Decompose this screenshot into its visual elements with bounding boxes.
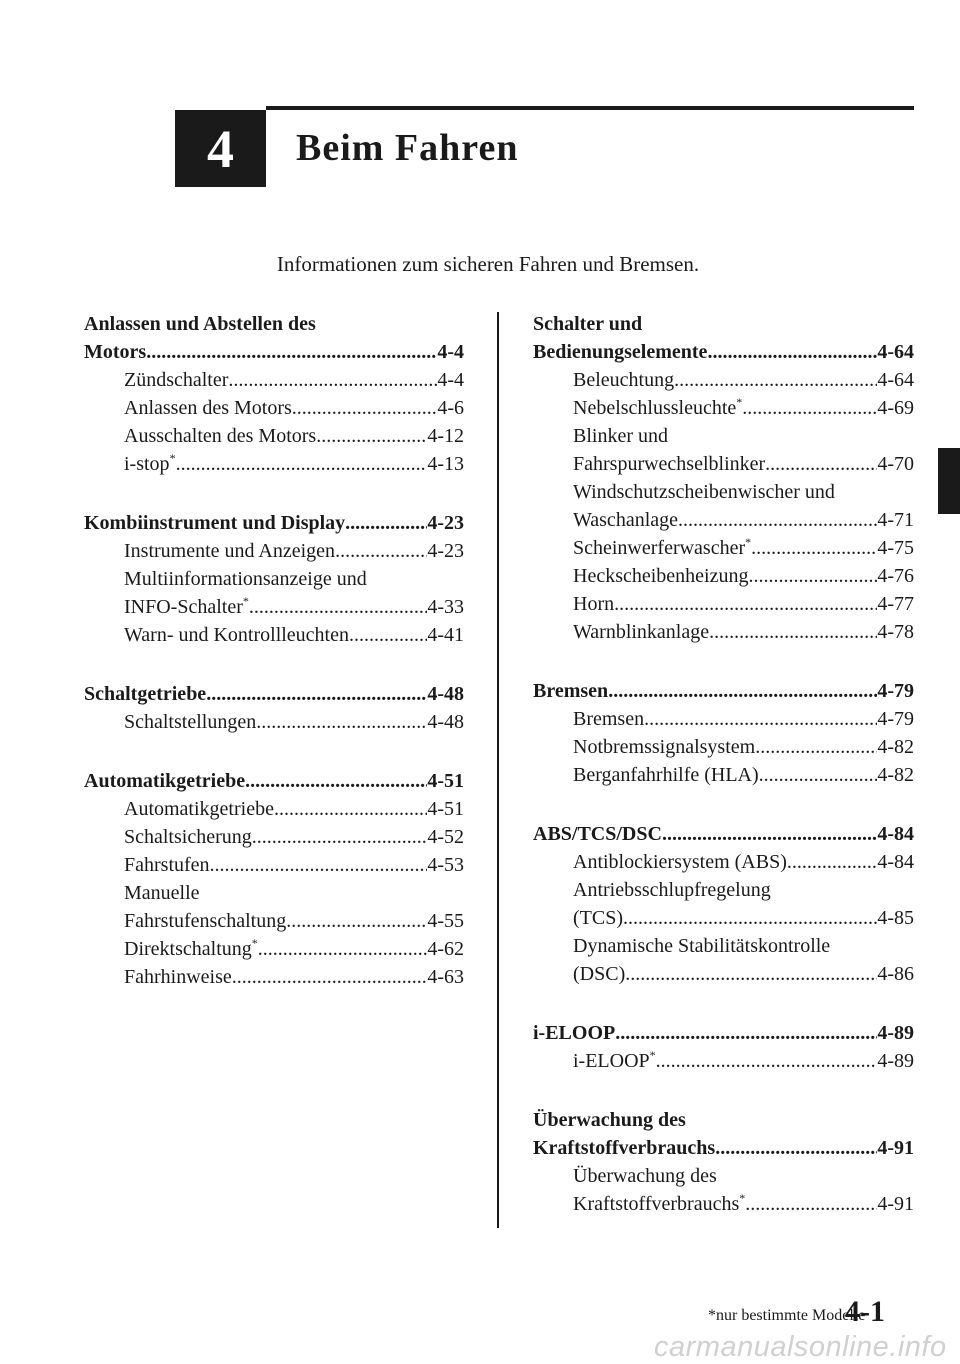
toc-page-number: 4-84 (877, 851, 914, 873)
toc-left-column (84, 310, 464, 1022)
toc-heading-text: Bremsen (533, 680, 609, 702)
toc-entry[interactable] (533, 422, 914, 478)
toc-section-heading[interactable] (84, 310, 464, 366)
leader-dots (335, 537, 427, 565)
toc-entry-text: Blinker und (573, 425, 668, 447)
toc-entry[interactable] (84, 537, 464, 565)
toc-page-number: 4-48 (427, 711, 464, 733)
toc-entry[interactable] (533, 562, 914, 590)
toc-entry-text: Fahrstufen (124, 854, 210, 876)
toc-page-number: 4-64 (877, 341, 914, 363)
toc-entry[interactable] (84, 963, 464, 991)
toc-page-number: 4-63 (427, 966, 464, 988)
leader-dots (608, 677, 877, 705)
toc-heading-text: Automatikgetriebe (84, 770, 246, 792)
toc-section (84, 767, 464, 991)
toc-entry[interactable] (84, 879, 464, 935)
toc-entry-text: Schaltstellungen (124, 711, 257, 733)
toc-entry[interactable] (84, 450, 464, 478)
toc-entry-text: Fahrspurwechselblinker (573, 453, 766, 475)
toc-entry-text: Berganfahrhilfe (HLA) (573, 764, 759, 786)
toc-entry-text: Anlassen des Motors (124, 397, 292, 419)
toc-entry-text: Manuelle (124, 882, 200, 904)
toc-section-heading[interactable] (84, 680, 464, 708)
toc-section-heading[interactable] (533, 677, 914, 705)
model-asterisk: * (242, 594, 249, 608)
toc-heading-text: i-ELOOP (533, 1022, 616, 1044)
footnote: *nur bestimmte Modelle (708, 1307, 866, 1324)
leader-dots (759, 761, 878, 789)
toc-entry-text: Überwachung des (573, 1165, 717, 1187)
toc-entry[interactable] (533, 1047, 914, 1075)
toc-entry-text: Nebelschlussleuchte (573, 397, 737, 419)
leader-dots (678, 506, 877, 534)
leader-dots (709, 618, 877, 646)
toc-page-number: 4-89 (877, 1022, 914, 1044)
model-asterisk: * (745, 535, 752, 549)
toc-entry-text: Kraftstoffverbrauchs (573, 1193, 740, 1215)
toc-entry-text: Dynamische Stabilitätskontrolle (573, 935, 831, 957)
toc-entry-text: Warn- und Kontrollleuchten (124, 624, 349, 646)
toc-page-number: 4-86 (877, 963, 914, 985)
leader-dots (787, 848, 877, 876)
leader-dots (715, 1134, 877, 1162)
leader-dots (742, 394, 877, 422)
model-asterisk: * (739, 1191, 746, 1205)
toc-entry[interactable] (533, 534, 914, 562)
chapter-title: Beim Fahren (296, 127, 519, 169)
toc-page-number: 4-23 (427, 540, 464, 562)
leader-dots (232, 963, 428, 991)
toc-right-column (533, 310, 914, 1249)
leader-dots (210, 851, 428, 879)
toc-entry[interactable] (84, 795, 464, 823)
toc-entry[interactable] (533, 1162, 914, 1218)
toc-page-number: 4-52 (427, 826, 464, 848)
toc-page-number: 4-77 (877, 593, 914, 615)
leader-dots (292, 394, 438, 422)
toc-section (533, 1019, 914, 1075)
toc-entry-text: Direktschaltung (124, 938, 252, 960)
toc-entry-text: Notbremssignalsystem (573, 736, 756, 758)
chapter-subtitle: Informationen zum sicheren Fahren und Bremsen. (276, 252, 700, 276)
toc-entry[interactable] (84, 851, 464, 879)
toc-entry[interactable] (533, 366, 914, 394)
leader-dots (748, 562, 877, 590)
leader-dots (176, 450, 428, 478)
leader-dots (614, 590, 877, 618)
toc-entry-text: Antiblockiersystem (ABS) (573, 851, 787, 873)
toc-entry[interactable] (533, 876, 914, 932)
chapter-number-box (175, 110, 266, 187)
toc-entry-text: Multiinformationsanzeige und (124, 568, 367, 590)
toc-page-number: 4-75 (877, 537, 914, 559)
toc-entry[interactable] (84, 422, 464, 450)
toc-heading-text: ABS/TCS/DSC (533, 823, 662, 845)
toc-entry[interactable] (533, 733, 914, 761)
model-asterisk: * (169, 451, 176, 465)
toc-entry-text: Bremsen (573, 708, 645, 730)
toc-page-number: 4-12 (427, 425, 464, 447)
toc-page-number: 4-6 (437, 397, 464, 419)
leader-dots (252, 823, 428, 851)
toc-heading-text: Schaltgetriebe (84, 683, 207, 705)
toc-page-number: 4-4 (437, 369, 464, 391)
leader-dots (765, 450, 877, 478)
toc-page-number: 4-82 (877, 736, 914, 758)
toc-entry-text: Automatikgetriebe (124, 798, 274, 820)
toc-entry-text: Zündschalter (124, 369, 229, 391)
toc-entry[interactable] (84, 708, 464, 736)
toc-section-heading[interactable] (533, 1019, 914, 1047)
toc-entry[interactable] (84, 565, 464, 621)
leader-dots (258, 935, 428, 963)
leader-dots (674, 366, 877, 394)
column-divider (497, 312, 499, 1228)
toc-section (533, 677, 914, 789)
toc-entry-text: Antriebsschlupfregelung (573, 879, 771, 901)
toc-section (533, 1106, 914, 1218)
toc-heading-text: Bedienungselemente (533, 341, 708, 363)
toc-section-heading[interactable] (533, 1106, 914, 1162)
toc-page-number: 4-64 (877, 369, 914, 391)
leader-dots (146, 338, 437, 366)
model-asterisk: * (251, 936, 258, 950)
toc-page-number: 4-70 (877, 453, 914, 475)
leader-dots (625, 960, 877, 988)
leader-dots (245, 767, 427, 795)
toc-page-number: 4-4 (437, 341, 464, 363)
leader-dots (623, 904, 877, 932)
toc-page-number: 4-55 (427, 910, 464, 932)
toc-page-number: 4-78 (877, 621, 914, 643)
toc-entry[interactable] (533, 478, 914, 534)
toc-entry-text: INFO-Schalter (124, 596, 243, 618)
toc-entry-text: Waschanlage (573, 509, 678, 531)
toc-page-number: 4-84 (877, 823, 914, 845)
toc-page-number: 4-89 (877, 1050, 914, 1072)
toc-entry[interactable] (533, 394, 914, 422)
toc-entry-text: Fahrstufenschaltung (124, 910, 287, 932)
toc-entry-text: (TCS) (573, 907, 623, 929)
toc-page-number: 4-71 (877, 509, 914, 531)
toc-section (84, 310, 464, 478)
toc-entry[interactable] (533, 932, 914, 988)
toc-section-heading[interactable] (533, 820, 914, 848)
toc-page-number: 4-76 (877, 565, 914, 587)
toc-page-number: 4-79 (877, 708, 914, 730)
watermark: carmanualsonline.info (654, 1331, 947, 1363)
toc-entry-text: Beleuchtung (573, 369, 675, 391)
leader-dots (755, 733, 877, 761)
toc-section-heading[interactable] (84, 509, 464, 537)
toc-entry[interactable] (84, 935, 464, 963)
toc-entry[interactable] (533, 618, 914, 646)
leader-dots (256, 708, 427, 736)
leader-dots (644, 705, 877, 733)
leader-dots (345, 509, 427, 537)
toc-entry[interactable] (533, 705, 914, 733)
toc-page-number: 4-33 (427, 596, 464, 618)
toc-entry-text: Windschutzscheibenwischer und (573, 481, 835, 503)
page-number: 4-1 (845, 1295, 885, 1328)
toc-entry-text: Warnblinkanlage (573, 621, 710, 643)
toc-entry[interactable] (533, 848, 914, 876)
toc-heading-text: Kombiinstrument und Display (84, 512, 346, 534)
toc-section (84, 509, 464, 649)
toc-entry-text: Schaltsicherung (124, 826, 252, 848)
toc-section-heading[interactable] (533, 310, 914, 366)
toc-entry-text: i-ELOOP (573, 1050, 650, 1072)
toc-section-heading[interactable] (84, 767, 464, 795)
leader-dots (228, 366, 437, 394)
toc-entry[interactable] (84, 394, 464, 422)
toc-heading-text: Kraftstoffverbrauchs (533, 1137, 716, 1159)
leader-dots (615, 1019, 877, 1047)
toc-entry[interactable] (84, 823, 464, 851)
toc-page-number: 4-91 (877, 1193, 914, 1215)
toc-entry[interactable] (84, 621, 464, 649)
toc-heading-text: Schalter und (533, 313, 643, 335)
toc-page-number: 4-41 (427, 624, 464, 646)
leader-dots (656, 1047, 878, 1075)
model-asterisk: * (736, 395, 743, 409)
leader-dots (274, 795, 427, 823)
toc-entry[interactable] (533, 761, 914, 789)
toc-page-number: 4-62 (427, 938, 464, 960)
model-asterisk: * (649, 1048, 656, 1062)
toc-section (533, 310, 914, 646)
toc-entry-text: Heckscheibenheizung (573, 565, 749, 587)
toc-entry-text: Fahrhinweise (124, 966, 232, 988)
leader-dots (707, 338, 877, 366)
toc-heading-text: Überwachung des (533, 1109, 686, 1131)
toc-page-number: 4-91 (877, 1137, 914, 1159)
toc-page-number: 4-79 (877, 680, 914, 702)
toc-entry-text: Instrumente und Anzeigen (124, 540, 336, 562)
toc-entry[interactable] (533, 590, 914, 618)
toc-entry-text: Horn (573, 593, 615, 615)
toc-heading-text: Anlassen und Abstellen des (84, 313, 316, 335)
chapter-top-rule (266, 106, 914, 110)
leader-dots (286, 907, 427, 935)
toc-page-number: 4-51 (427, 798, 464, 820)
toc-section (533, 820, 914, 988)
toc-entry-text: Ausschalten des Motors (124, 425, 317, 447)
toc-page-number: 4-85 (877, 907, 914, 929)
leader-dots (316, 422, 427, 450)
toc-section (84, 680, 464, 736)
leader-dots (751, 534, 877, 562)
toc-entry-text: (DSC) (573, 963, 626, 985)
toc-entry[interactable] (84, 366, 464, 394)
chapter-side-tab (938, 448, 960, 514)
leader-dots (349, 621, 427, 649)
toc-heading-text: Motors (84, 341, 147, 363)
chapter-number: 4 (207, 118, 234, 179)
toc-page-number: 4-48 (427, 683, 464, 705)
leader-dots (206, 680, 427, 708)
toc-page-number: 4-53 (427, 854, 464, 876)
leader-dots (662, 820, 877, 848)
toc-page-number: 4-13 (427, 453, 464, 475)
toc-entry-text: i-stop (124, 453, 170, 475)
toc-page-number: 4-51 (427, 770, 464, 792)
toc-page-number: 4-23 (427, 512, 464, 534)
leader-dots (745, 1190, 877, 1218)
toc-entry-text: Scheinwerferwascher (573, 537, 746, 559)
leader-dots (249, 593, 427, 621)
toc-page-number: 4-82 (877, 764, 914, 786)
toc-page-number: 4-69 (877, 397, 914, 419)
